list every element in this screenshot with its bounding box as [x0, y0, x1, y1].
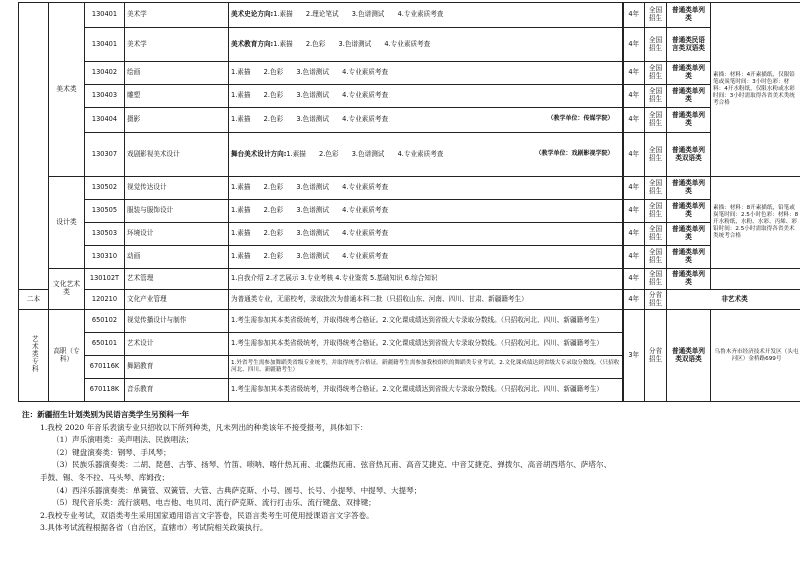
level-label: 二本: [19, 290, 49, 310]
note-line: （4）西洋乐器演奏类：单簧管、双簧管、大管、古典萨克斯、小号、圆号、长号、小提琴、中提琴、大提琴；: [52, 485, 422, 495]
major-code: 130503: [85, 223, 125, 246]
kind: 普通类单列类: [667, 177, 711, 200]
scope: 全国招生: [645, 108, 667, 133]
major-code: 130310: [85, 246, 125, 269]
note-line: （3）民族乐器演奏类：二胡、琵琶、古筝、扬琴、竹笛、唢呐、喀什热瓦甫、北疆热瓦甫、弦音热瓦甫、高音艾捷克、中音艾捷克、弹拨尔、高音胡西塔尔、萨塔尔、: [52, 460, 612, 470]
scope: 全国招生: [645, 223, 667, 246]
note-line: 3.具体考试流程根据各省（自治区，直辖市）考试院相关政策执行。: [40, 523, 268, 533]
major-name: 视觉传播设计与制作: [125, 310, 229, 333]
major-name: 美术学: [125, 3, 229, 28]
major-code: 130102T: [85, 269, 125, 290]
scope: 全国招生: [645, 3, 667, 28]
kind: 普通类单列类双语类: [667, 310, 711, 402]
table-row: [19, 177, 800, 200]
kind: 普通类单列类: [667, 200, 711, 223]
years: 4年: [623, 28, 645, 62]
exam-content: 1.素描 2.色彩 3.色谱测试 4.专业素质考查: [229, 223, 623, 246]
school-address: 乌鲁木齐市经济技术开发区（头屯河区）金桥路699号: [711, 310, 800, 402]
years: 4年: [623, 269, 645, 290]
major-name: 音乐教育: [125, 379, 229, 402]
exam-content: 1.素描 2.色彩 3.色谱测试 4.专业素质考查 （教学单位：传媒学院）: [229, 108, 623, 133]
scope: 全国招生: [645, 269, 667, 290]
scope: 全国招生: [645, 28, 667, 62]
kind: 普通类单列类: [667, 246, 711, 269]
kind: 普通类单列类: [667, 269, 711, 290]
table-row: [19, 290, 800, 310]
years: 4年: [623, 62, 645, 85]
level-label: 艺术类专科: [19, 310, 49, 402]
kind: 普通类单列类: [667, 223, 711, 246]
exam-content: 舞台美术设计方向:1.素描 2.色彩 3.色谱测试 4.专业素质考查 （教学单位：戏剧影视学院）: [229, 133, 623, 177]
note-line: （2）键盘演奏类：钢琴、手风琴；: [52, 447, 171, 457]
major-code: 130505: [85, 200, 125, 223]
years: 4年: [623, 3, 645, 28]
kind: 普通类民语言类双语类: [667, 28, 711, 62]
note-line: 1.我校 2020 年音乐表演专业只招收以下所列种类，凡未列出的种类该年不接受报考，具体如下：: [40, 422, 368, 432]
blank-cell: [711, 269, 800, 290]
scope: 全国招生: [645, 85, 667, 108]
major-code: 130401: [85, 3, 125, 28]
exam-content: 1.外省考生需参加舞蹈类省级专业统考，并取得统考合格证。新疆籍考生需参加我校组织的舞蹈类专业考试。2.文化课成绩达到省级大专录取分数线。（只招收河北、四川、新疆籍考生）: [229, 356, 623, 379]
teaching-unit-note: （教学单位：戏剧影视学院）: [535, 149, 614, 157]
note-line: （1）声乐演唱类：美声唱法、民族唱法；: [52, 435, 194, 445]
exam-content: 1.素描 2.色彩 3.色谱测试 4.专业素质考查: [229, 200, 623, 223]
exam-content: 1.考生需参加其本类省级统考，并取得统考合格证。2.文化课成绩达到省级大专录取分数线。（只招收河北、四川、新疆籍考生）: [229, 310, 623, 333]
table-row: [19, 85, 800, 108]
major-code: 120210: [85, 290, 125, 310]
group-label: 高职（专科）: [49, 310, 85, 402]
major-name: 戏剧影视美术设计: [125, 133, 229, 177]
major-code: 130404: [85, 108, 125, 133]
admission-table: [18, 2, 800, 402]
kind: 普通类单列类: [667, 108, 711, 133]
exam-requirements: 素描：材料：8开素描纸，铅笔或炭笔时间：2.5小时色彩：材料：8开水粉纸，水粉、水彩、丙烯、彩铅时间：2.5小时需取得各省美术类统考合格: [711, 177, 800, 269]
teaching-unit-note: （教学单位：传媒学院）: [547, 115, 614, 123]
group-label: 文化艺术类: [49, 269, 85, 310]
exam-content: 1.自我介绍 2.才艺展示 3.专业考核 4.专业鉴赏 5.基础知识 6.综合知识: [229, 269, 623, 290]
notes-section: [22, 409, 782, 535]
major-code: 670118K: [85, 379, 125, 402]
major-code: 670116K: [85, 356, 125, 379]
major-code: 130403: [85, 85, 125, 108]
scope: 全国招生: [645, 133, 667, 177]
major-name: 舞蹈教育: [125, 356, 229, 379]
major-code: 130401: [85, 28, 125, 62]
years: 4年: [623, 223, 645, 246]
note-line: 手鼓、锡、冬不拉、马头琴、库姆孜；: [40, 472, 170, 482]
major-name: 艺术管理: [125, 269, 229, 290]
note-line: （5）现代音乐类：流行演唱、电吉他、电贝司、流行萨克斯、流行打击乐、流行键盘、双排键；: [52, 498, 376, 508]
major-name: 艺术设计: [125, 333, 229, 356]
major-code: 650101: [85, 333, 125, 356]
exam-content: 1.素描 2.色彩 3.色谱测试 4.专业素质考查: [229, 85, 623, 108]
major-name: 美术学: [125, 28, 229, 62]
major-code: 130307: [85, 133, 125, 177]
kind: 普通类单列类: [667, 62, 711, 85]
scope: 全国招生: [645, 200, 667, 223]
exam-content: 1.素描 2.色彩 3.色谱测试 4.专业素质考查: [229, 246, 623, 269]
years: 4年: [623, 133, 645, 177]
kind: 普通类单列类双语类: [667, 133, 711, 177]
years: 4年: [623, 177, 645, 200]
major-name: 文化产业管理: [125, 290, 229, 310]
table-row: [19, 310, 800, 333]
table-row: [19, 108, 800, 133]
notes-title: 注：新疆招生计划类别为民语言类学生另预科一年: [22, 410, 190, 419]
group-label: 设计类: [49, 177, 85, 269]
exam-content: 美术教育方向:1.素描 2.色彩 3.色谱测试 4.专业素质考查: [229, 28, 623, 62]
kind: 非艺术类: [667, 290, 800, 310]
table-row: [19, 133, 800, 177]
major-name: 视觉传达设计: [125, 177, 229, 200]
scope: 全国招生: [645, 246, 667, 269]
exam-content: 1.考生需参加其本类省级统考，并取得统考合格证。2.文化课成绩达到省级大专录取分数线。（只招收河北、四川、新疆籍考生）: [229, 379, 623, 402]
major-name: 环境设计: [125, 223, 229, 246]
blank-cell: [19, 3, 49, 290]
years: 4年: [623, 85, 645, 108]
scope: 全国招生: [645, 177, 667, 200]
major-code: 130502: [85, 177, 125, 200]
major-name: 摄影: [125, 108, 229, 133]
years: 4年: [623, 108, 645, 133]
scope: 全国招生: [645, 62, 667, 85]
table-row: [19, 269, 800, 290]
years: 3年: [623, 310, 645, 402]
years: 4年: [623, 290, 645, 310]
table-row: [19, 28, 800, 62]
major-name: 雕塑: [125, 85, 229, 108]
note-line: 2.我校专业考试，双语类考生采用国家通用语言文字答卷，民语言类考生可使用授课语言文字答卷。: [40, 510, 374, 520]
scope: 分省招生: [645, 290, 667, 310]
table-row: [19, 62, 800, 85]
major-code: 130402: [85, 62, 125, 85]
exam-content: 为普通类专业，无需校考，录取批次为普通本科二批（只招收山东、河南、四川、甘肃、新疆籍考生）: [229, 290, 623, 310]
table-row: [19, 200, 800, 223]
exam-content: 1.素描 2.色彩 3.色谱测试 4.专业素质考查: [229, 62, 623, 85]
years: 4年: [623, 246, 645, 269]
exam-requirements: 素描：材料：4开素描纸，仅限铅笔或炭笔时间：3小时色彩：材料：4开水粉纸，仅限水粉或水彩时间：3小时需取得各省美术类统考合格: [711, 3, 800, 177]
major-name: 动画: [125, 246, 229, 269]
table-row: [19, 3, 800, 28]
major-name: 服装与服饰设计: [125, 200, 229, 223]
exam-content: 1.素描 2.色彩 3.色谱测试 4.专业素质考查: [229, 177, 623, 200]
table-row: [19, 246, 800, 269]
group-label: 美术类: [49, 3, 85, 177]
years: 4年: [623, 200, 645, 223]
kind: 普通类单列类: [667, 85, 711, 108]
table-row: [19, 223, 800, 246]
exam-content: 1.考生需参加其本类省级统考，并取得统考合格证。2.文化课成绩达到省级大专录取分数线。（只招收河北、四川、新疆籍考生）: [229, 333, 623, 356]
scope: 分省招生: [645, 310, 667, 402]
kind: 普通类单列类: [667, 3, 711, 28]
major-code: 650102: [85, 310, 125, 333]
exam-content: 美术史论方向:1.素描 2.理论笔试 3.色谱测试 4.专业素质考查: [229, 3, 623, 28]
major-name: 绘画: [125, 62, 229, 85]
